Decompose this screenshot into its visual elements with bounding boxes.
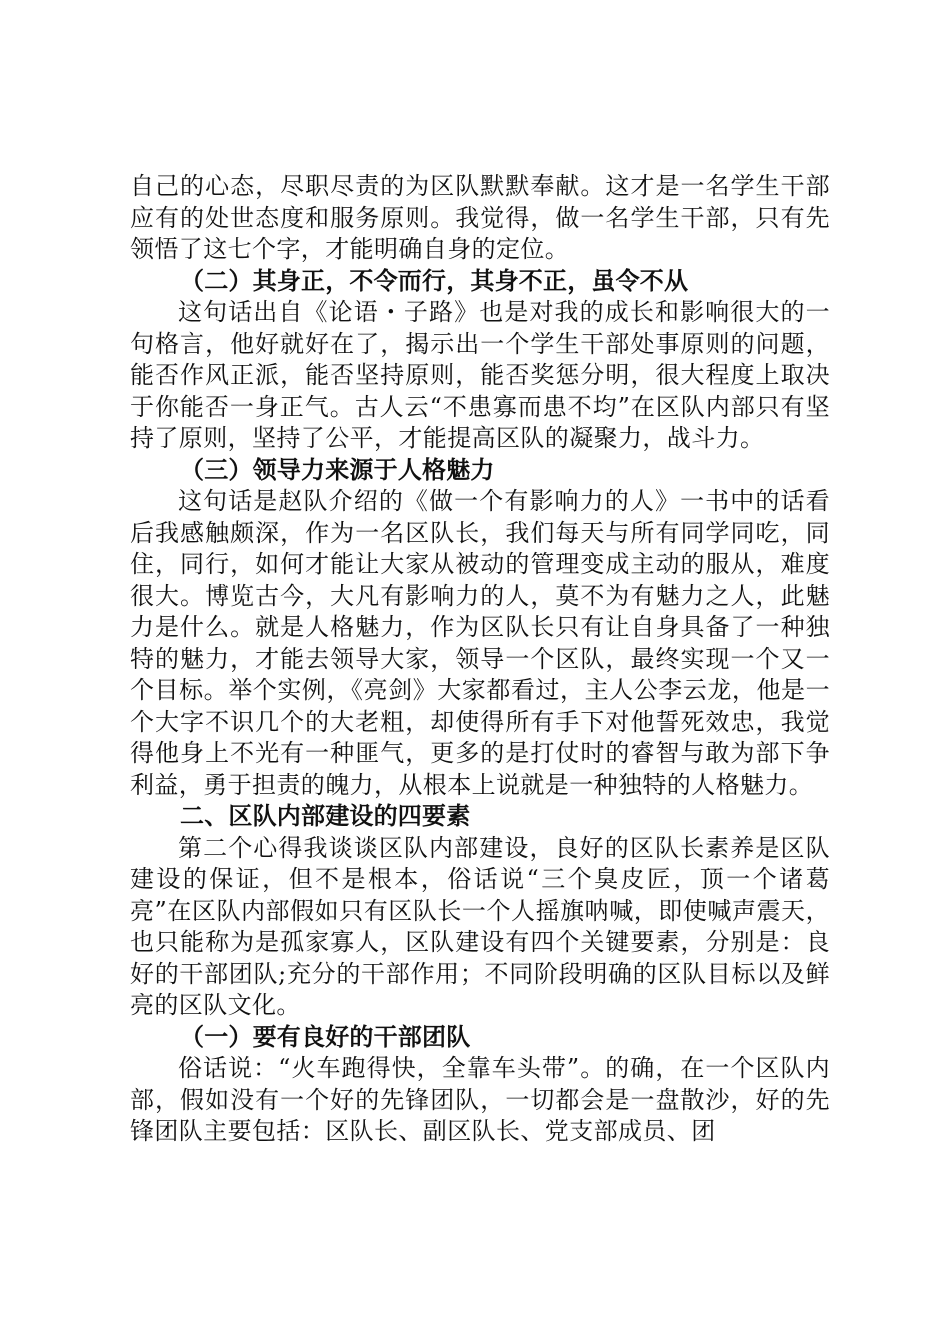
subheading-two: （二）其身正，不令而行，其身不正，虽令不从 [180,266,689,295]
subheading-three: （三）领导力来源于人格魅力 [180,455,495,484]
paragraph-vanguard: 俗话说：“火车跑得快，全靠车头带”。的确，在一个区队内部，假如没有一个好的先锋团队，一切都会是一盘散沙，好的先锋团队主要包括：区队长、副区队长、党支部成员、团 [130,1054,830,1145]
paragraph-continuation: 自己的心态，尽职尽责的为区队默默奉献。这才是一名学生干部应有的处世态度和服务原则。我觉得，做一名学生干部，只有先领悟了这七个字，才能明确自身的定位。 [130,172,830,263]
document-page [130,171,830,1148]
paragraph-team-building: 第二个心得我谈谈区队内部建设，良好的区队长素养是区队建设的保证，但不是根本，俗话说“三个臭皮匠，顶一个诸葛亮”在区队内部假如只有区队长一个人摇旗呐喊，即使喊声震天，也只能称为是孤家寡人，区队建设有四个关键要素，分别是：良好的干部团队;充分的干部作用；不同阶段明确的区队目标以及鲜亮的区队文化。 [130,833,830,1019]
paragraph-lunyu: 这句话出自《论语・子路》也是对我的成长和影响很大的一句格言，他好就好在了，揭示出一个学生干部处事原则的问题，能否作风正派，能否坚持原则，能否奖惩分明，很大程度上取决于你能否一身正气。古人云“不患寡而患不均”在区队内部只有坚持了原则，坚持了公平，才能提高区队的凝聚力，战斗力。 [130,298,830,452]
paragraph-charisma: 这句话是赵队介绍的《做一个有影响力的人》一书中的话看后我感触颇深，作为一名区队长，我们每天与所有同学同吃，同住，同行，如何才能让大家从被动的管理变成主动的服从，难度很大。博览古今，大凡有影响力的人，莫不为有魅力之人，此魅力是什么。就是人格魅力，作为区队长只有让自身具备了一种独特的魅力，才能去领导大家，领导一个区队，最终实现一个又一个目标。举个实例，《亮剑》大家都看过，主人公李云龙，他是一个大字不识几个的大老粗，却使得所有手下对他誓死效忠，我觉得他身上不光有一种匪气，更多的是打仗时的睿智与敢为部下争利益，勇于担责的魄力，从根本上说就是一种独特的人格魅力。 [130,487,830,799]
section-heading-two: 二、区队内部建设的四要素 [180,802,471,830]
subheading-cadre-team: （一）要有良好的干部团队 [180,1022,471,1051]
